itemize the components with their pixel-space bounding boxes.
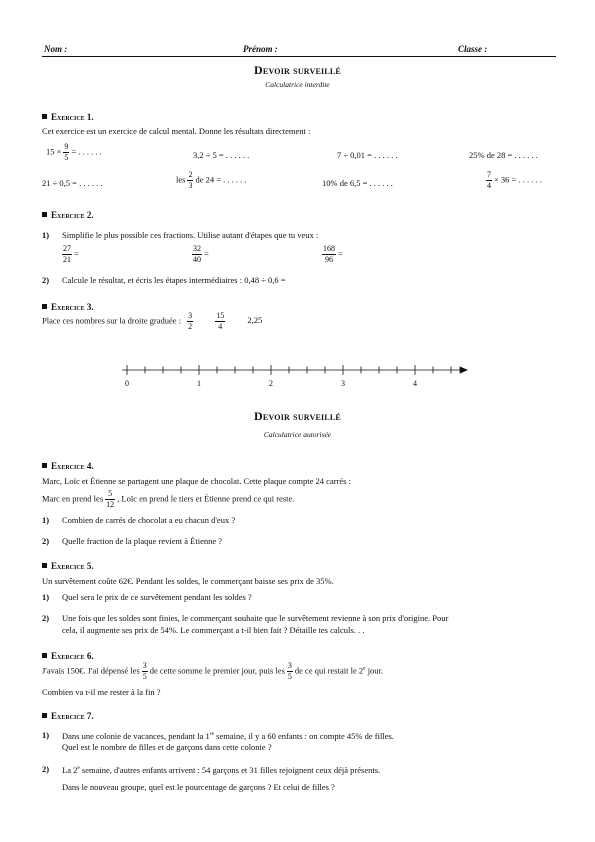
ex1-calc-3: 7 ÷ 0,01 = . . . . . . — [337, 150, 398, 160]
ex5-title: Exercice 5. — [42, 561, 94, 571]
ex7-q2-number: 2) — [42, 764, 50, 774]
ex5-q1-number: 1) — [42, 592, 50, 602]
ex5-q1-text: Quel sera le prix de ce survêtement pendant les soldes ? — [62, 592, 252, 602]
ex4-title: Exercice 4. — [42, 461, 94, 471]
ex6-title: Exercice 6. — [42, 651, 94, 661]
ex2-q2-text: Calcule le résultat, et écris les étapes intermédiaires : 0,48 ÷ 0,6 = — [62, 275, 286, 285]
ex1-calc-6: les $\frac{2}{3}$ de 24 = . . . . . . — [176, 170, 247, 190]
number-line — [110, 360, 480, 390]
classe-label: Classe : — [458, 44, 488, 54]
ex4-q1-text: Combien de carrés de chocolat a eu chacun d'eux ? — [62, 515, 236, 525]
ex1-calc-7: 10% de 6,5 = . . . . . . — [322, 178, 393, 188]
tick-label: 2 — [269, 379, 273, 388]
ex1-calc-5: 21 ÷ 0,5 = . . . . . . — [42, 178, 103, 188]
bullet-square-icon — [42, 304, 47, 309]
part2-title: Devoir surveillé — [254, 409, 341, 423]
ex5-q2-line1: Une fois que les soldes sont finies, le commerçant souhaite que le survêtement revienne à son prix d'origine. Pour — [62, 613, 449, 623]
ex2-fraction-3: $\frac{168}{96}$ = — [323, 244, 343, 264]
ex7-q1-number: 1) — [42, 730, 50, 740]
bullet-square-icon — [42, 563, 47, 568]
ex4-q2-number: 2) — [42, 536, 50, 546]
bullet-square-icon — [42, 713, 47, 718]
ex1-calc-4: 25% de 28 = . . . . . . — [469, 150, 538, 160]
ex3-text: Place ces nombres sur la droite graduée : $\frac{3}{2}$ $\frac{15}{4}$ 2,25 — [42, 311, 263, 331]
ex3-title: Exercice 3. — [42, 302, 94, 312]
part1-title: Devoir surveillé — [254, 63, 341, 77]
ex2-fraction-2: $\frac{32}{40}$ = — [193, 244, 209, 264]
bullet-square-icon — [42, 463, 47, 468]
ex7-title: Exercice 7. — [42, 711, 94, 721]
tick-label: 3 — [341, 379, 345, 388]
ex7-q2-line1: La 2e semaine, d'autres enfants arrivent : 54 garçons et 31 filles rejoignent ceux déjà présents. — [62, 765, 381, 775]
ex2-fraction-1: $\frac{27}{21}$ = — [63, 244, 79, 264]
ex7-q1-line2: Quel est le nombre de filles et de garçons dans cette colonie ? — [62, 742, 272, 752]
ex4-line1: Marc, Loïc et Étienne se partagent une plaque de chocolat. Cette plaque compte 24 carrés : — [42, 476, 351, 486]
prenom-label: Prénom : — [243, 44, 278, 54]
ex1-calc-8: $\frac{7}{4}$ × 36 = . . . . . . — [487, 170, 542, 190]
arrow-right-icon — [460, 367, 467, 373]
tick-label: 4 — [413, 379, 417, 388]
ex2-q1-text: Simplifie le plus possible ces fractions. Utilise autant d'étapes que tu veux : — [62, 230, 319, 240]
part2-subtitle: Calculatrice autorisée — [263, 430, 332, 439]
bullet-square-icon — [42, 114, 47, 119]
bullet-square-icon — [42, 653, 47, 658]
ex1-title: Exercice 1. — [42, 112, 94, 122]
ex2-q1-number: 1) — [42, 230, 50, 240]
ex2-title: Exercice 2. — [42, 210, 94, 220]
ex5-intro: Un survêtement coûte 62€. Pendant les soldes, le commerçant baisse ses prix de 35%. — [42, 576, 334, 586]
nom-label: Nom : — [44, 44, 68, 54]
ex6-line1: J'avais 150€. J'ai dépensé les $\frac{3}{5}$ de cette somme le premier jour, puis les $\frac{3}{5}$ de ce qui restait le 2e jour. — [42, 661, 384, 681]
bullet-square-icon — [42, 212, 47, 217]
tick-label: 0 — [125, 379, 129, 388]
ex7-q2-line2: Dans le nouveau groupe, quel est le pourcentage de garçons ? Et celui de filles ? — [62, 782, 335, 792]
part1-subtitle: Calculatrice interdite — [265, 80, 330, 89]
ex5-q2-number: 2) — [42, 613, 50, 623]
ex5-q2-line2: cela, il augmente ses prix de 54%. Le commerçant a t-il bien fait ? Détaille tes calculs. . . — [62, 625, 365, 635]
ex1-calc-2: 3,2 ÷ 5 = . . . . . . — [193, 150, 250, 160]
tick-label: 1 — [197, 379, 201, 388]
ex4-line2: Marc en prend les $\frac{5}{12}$ , Loïc en prend le tiers et Étienne prend ce qui reste. — [42, 489, 295, 509]
header-rule — [42, 56, 556, 57]
ex1-intro: Cet exercice est un exercice de calcul mental. Donne les résultats directement : — [42, 126, 311, 136]
ex4-q1-number: 1) — [42, 515, 50, 525]
ex1-calc-1: 15 × $\frac{9}{5}$ = . . . . . . — [46, 142, 102, 162]
ex2-q2-number: 2) — [42, 275, 50, 285]
ex6-line2: Combien va t-il me rester à la fin ? — [42, 687, 161, 697]
ex4-q2-text: Quelle fraction de la plaque revient à Étienne ? — [62, 536, 223, 546]
ex7-q1-line1: Dans une colonie de vacances, pendant la 1re semaine, il y a 60 enfants : on compte 45% de filles. — [62, 731, 394, 741]
